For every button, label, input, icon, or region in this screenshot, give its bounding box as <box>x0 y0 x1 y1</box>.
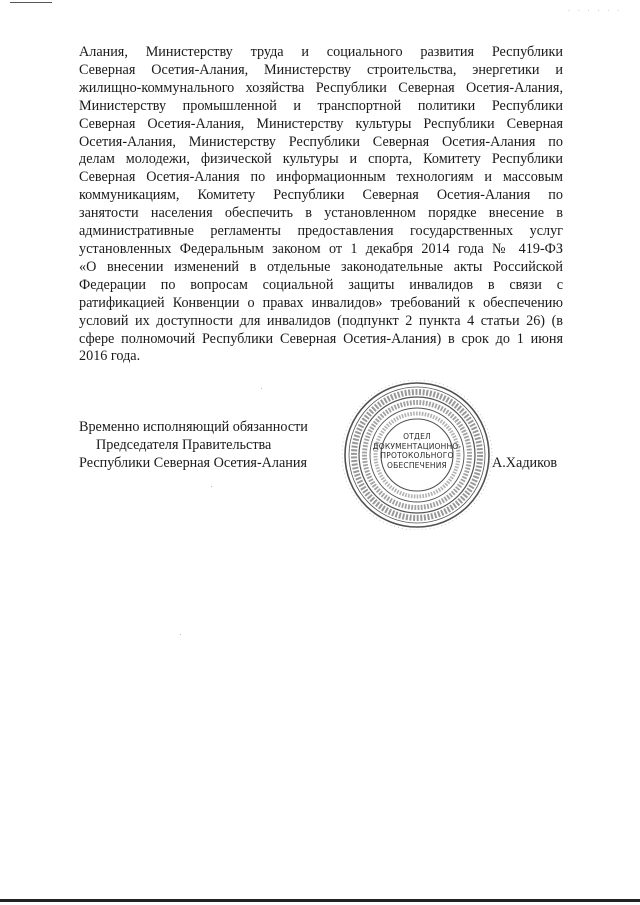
signatory-title-line: Председателя Правительства <box>96 437 272 453</box>
official-seal-stamp <box>337 380 497 530</box>
scan-speck <box>180 634 181 635</box>
scan-edge-line <box>10 2 52 3</box>
body-line: жилищно-коммунального хозяйства Республики Северная Осетия-Алания, <box>79 79 563 96</box>
seal-text-line: ДОКУМЕНТАЦИОННО- <box>372 441 462 451</box>
seal-text-line: ОТДЕЛ <box>403 432 431 441</box>
body-line: Осетия-Алания, Министерству Республики Северная Осетия-Алания по <box>79 133 563 150</box>
scan-speck <box>261 388 262 389</box>
scan-speck <box>211 486 212 487</box>
body-line: административные регламенты предоставления государственных услуг <box>79 223 563 240</box>
body-line: сфере полномочий Республики Северная Осетия-Алания) в срок до 1 июня <box>79 330 563 347</box>
scan-noise-dots: · · · · · · <box>568 8 622 15</box>
body-line: Северная Осетия-Алания по информационным технологиям и массовым <box>79 169 563 186</box>
body-line: Северная Осетия-Алания, Министерству культуры Республики Северная <box>79 115 563 132</box>
document-body <box>79 44 563 366</box>
body-line: Алания, Министерству труда и социального развития Республики <box>79 44 563 60</box>
body-line: условий их доступности для инвалидов (подпункт 2 пункта 4 статьи 26) (в <box>79 312 563 329</box>
body-line: делам молодежи, физической культуры и спорта, Комитету Республики <box>79 151 563 168</box>
body-line: «О внесении изменений в отдельные законодательные акты Российской <box>79 258 563 275</box>
seal-text-line: ОБЕСПЕЧЕНИЯ <box>387 460 447 470</box>
body-line: Федерации по вопросам социальной защиты инвалидов в связи с <box>79 276 563 293</box>
body-line: коммуникациям, Комитету Республики Северная Осетия-Алания по <box>79 187 563 204</box>
scan-bottom-edge <box>0 899 640 902</box>
signatory-name: А.Хадиков <box>492 455 558 471</box>
seal-center-text <box>337 432 497 470</box>
body-line: ратификацией Конвенции о правах инвалидов» требований к обеспечению <box>79 294 563 311</box>
body-line: установленных Федеральным законом от 1 декабря 2014 года № 419-ФЗ <box>79 240 563 257</box>
body-line: Северная Осетия-Алания, Министерству строительства, энергетики и <box>79 61 563 78</box>
body-line: Министерству промышленной и транспортной политики Республики <box>79 97 563 114</box>
body-line: занятости населения обеспечить в установленном порядке внесение в <box>79 205 563 222</box>
body-line: 2016 года. <box>79 348 141 365</box>
seal-text-line: ПРОТОКОЛЬНОГО <box>380 451 454 461</box>
signatory-title-line: Временно исполняющий обязанности <box>79 419 308 435</box>
signatory-title <box>79 418 308 472</box>
signatory-title-line: Республики Северная Осетия-Алания <box>79 455 308 471</box>
